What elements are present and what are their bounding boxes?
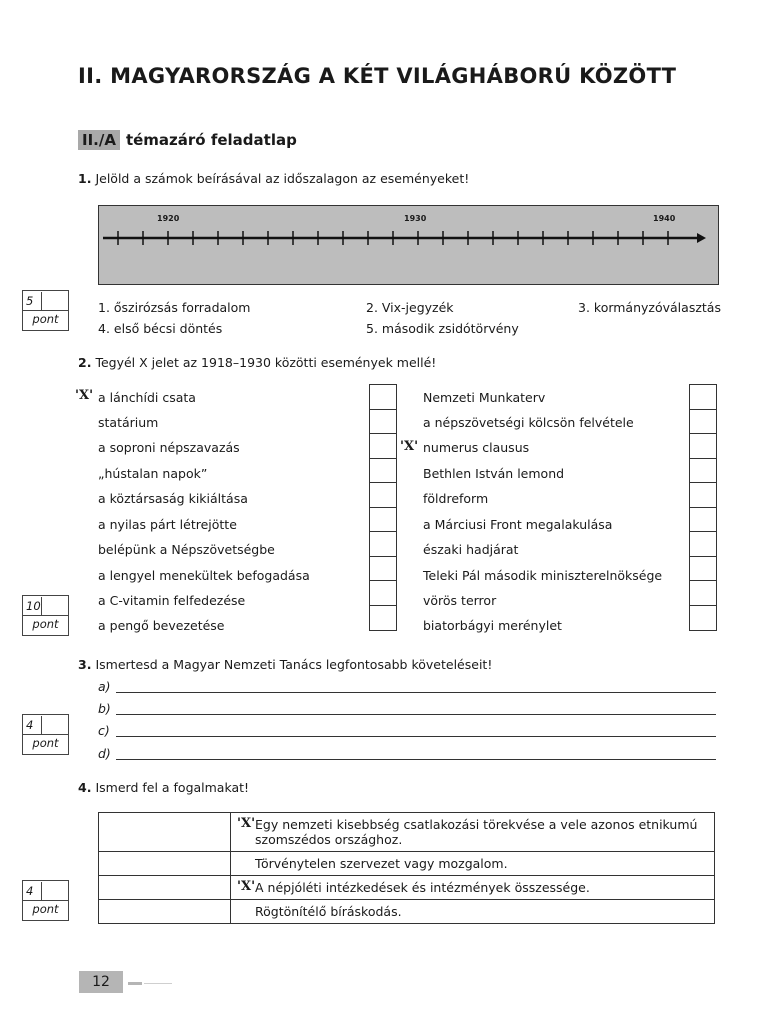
list-item: Teleki Pál második miniszterelnöksége [423,568,663,583]
page-number: 12 [79,971,123,993]
score-box-q3 [22,714,69,755]
question-4 [78,780,249,795]
checkbox[interactable] [690,508,716,533]
checkbox[interactable] [370,581,396,606]
section-tag: II./A [78,130,120,150]
answer-line[interactable] [116,692,716,693]
section-title: témazáró feladatlap [125,131,297,149]
question-1-number: 1. [78,171,92,186]
event-item: 2. Vix-jegyzék [366,300,454,315]
definition-text: Törvénytelen szervezet vagy mozgalom. [255,856,508,871]
answer-label: d) [98,746,111,761]
question-3-number: 3. [78,657,92,672]
list-item: a Márciusi Front megalakulása [423,517,613,532]
question-2-number: 2. [78,355,92,370]
list-item: statárium [98,415,159,430]
table-row [99,813,715,852]
list-item: vörös terror [423,593,497,608]
score-points: 10 [26,599,41,613]
checkbox-column-right [689,384,717,631]
list-item: a köztársaság kikiáltása [98,491,248,506]
question-3 [78,657,492,672]
definition-cell [231,852,715,876]
list-item: Bethlen István lemond [423,466,565,481]
question-3-prompt: Ismertesd a Magyar Nemzeti Tanács legfontosabb követeléseit! [95,657,493,672]
checkbox[interactable] [370,557,396,582]
page-title: II. MAGYARORSZÁG A KÉT VILÁGHÁBORÚ KÖZÖTT [78,64,677,88]
answer-label: b) [98,701,111,716]
x-mark: 'X' [237,879,256,894]
checkbox[interactable] [370,410,396,435]
checkbox[interactable] [690,483,716,508]
definition-text: Rögtönítélő bíráskodás. [255,904,402,919]
list-item: biatorbágyi merénylet [423,618,562,633]
section-heading [78,131,297,149]
answer-cell[interactable] [99,876,231,900]
answer-line[interactable] [116,736,716,737]
definition-cell [231,813,715,852]
score-unit: pont [32,902,59,916]
checkbox[interactable] [370,532,396,557]
score-box-q1 [22,290,69,331]
answer-cell[interactable] [99,852,231,876]
answer-line[interactable] [116,759,716,760]
checkbox-column-left [369,384,397,631]
score-unit: pont [32,617,59,631]
list-item: földreform [423,491,489,506]
score-points: 5 [26,292,42,310]
x-mark: 'X' [400,439,419,454]
event-item: 5. második zsidótörvény [366,321,519,336]
event-item: 1. őszirózsás forradalom [98,300,251,315]
checkbox[interactable] [690,410,716,435]
checkbox[interactable] [370,385,396,410]
list-item: a lánchídi csata [98,390,196,405]
question-4-number: 4. [78,780,92,795]
answer-line[interactable] [116,714,716,715]
timeline-label-1920: 1920 [157,214,180,223]
x-mark: 'X' [237,816,256,831]
checkbox[interactable] [690,434,716,459]
definition-text: A népjóléti intézkedések és intézmények összessége. [255,880,590,895]
question-2 [78,355,436,370]
checkbox[interactable] [370,508,396,533]
concepts-table [98,812,715,924]
score-points: 4 [26,882,42,900]
list-item: a C-vitamin felfedezése [98,593,246,608]
list-item: belépünk a Népszövetségbe [98,542,275,557]
table-row [99,900,715,924]
answer-cell[interactable] [99,900,231,924]
list-item: a pengő bevezetése [98,618,225,633]
list-item: a soproni népszavazás [98,440,240,455]
score-unit: pont [32,312,59,326]
event-item: 4. első bécsi döntés [98,321,223,336]
timeline-axis [99,226,718,256]
score-box-q4 [22,880,69,921]
question-4-prompt: Ismerd fel a fogalmakat! [95,780,250,795]
definition-cell [231,876,715,900]
table-row [99,876,715,900]
list-item: a népszövetségi kölcsön felvétele [423,415,634,430]
page-number-rule-thin [144,983,172,984]
checkbox[interactable] [370,483,396,508]
question-1 [78,171,469,186]
list-item: numerus clausus [423,440,530,455]
list-item: „hústalan napok” [98,466,208,481]
question-1-prompt: Jelöld a számok beírásával az időszalagon az eseményeket! [95,171,470,186]
timeline-label-1930: 1930 [404,214,427,223]
checkbox[interactable] [370,434,396,459]
definition-cell [231,900,715,924]
page-number-rule [128,982,142,985]
checkbox[interactable] [690,385,716,410]
answer-label: a) [98,679,111,694]
score-unit: pont [32,736,59,750]
score-box-q2 [22,595,69,636]
event-item: 3. kormányzóválasztás [578,300,721,315]
answer-label: c) [98,723,110,738]
checkbox[interactable] [370,459,396,484]
score-points: 4 [26,716,42,734]
list-item: északi hadjárat [423,542,519,557]
checkbox[interactable] [690,606,716,631]
checkbox[interactable] [690,557,716,582]
timeline-label-1940: 1940 [653,214,676,223]
checkbox[interactable] [690,532,716,557]
checkbox[interactable] [690,459,716,484]
answer-cell[interactable] [99,813,231,852]
definition-text: Egy nemzeti kisebbség csatlakozási törekvése a vele azonos etnikumú szomszédos országhoz. [255,817,698,847]
list-item: a nyilas párt létrejötte [98,517,237,532]
list-item: Nemzeti Munkaterv [423,390,546,405]
checkbox[interactable] [370,606,396,631]
timeline-panel [98,205,719,285]
list-item: a lengyel menekültek befogadása [98,568,310,583]
checkbox[interactable] [690,581,716,606]
question-2-prompt: Tegyél X jelet az 1918–1930 közötti események mellé! [95,355,437,370]
table-row [99,852,715,876]
x-mark: 'X' [75,388,94,403]
